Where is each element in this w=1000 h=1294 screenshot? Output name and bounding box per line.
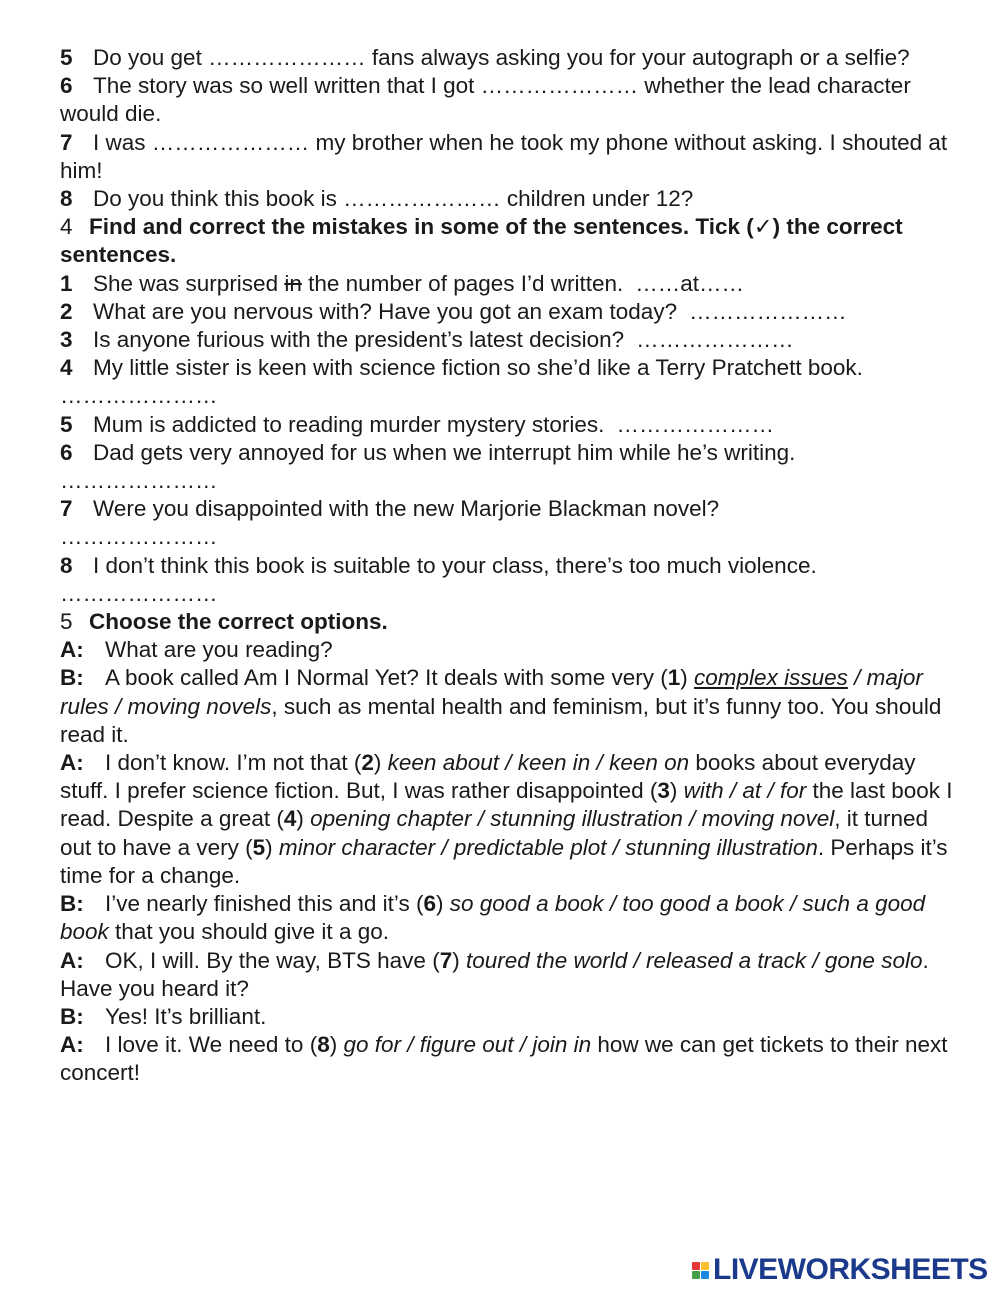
dialogue-text: how we can get tickets to their next concert! — [60, 1032, 948, 1086]
answer-blank[interactable]: ………………… — [616, 411, 774, 437]
options-text[interactable]: go for / figure out / join in — [343, 1032, 592, 1058]
dialogue-line-4 — [60, 890, 960, 946]
item-text: Do you get — [93, 45, 209, 70]
dialogue-text: A book called Am I Normal Yet? It deals with some very ( — [105, 665, 668, 691]
dialogue-text: I’ve nearly finished this and it’s ( — [105, 891, 424, 917]
dialogue-line-7 — [60, 1031, 960, 1087]
dialogue-text: ) — [436, 891, 450, 917]
gap-number: 8 — [317, 1032, 330, 1058]
item-text: I was — [93, 129, 152, 155]
logo-tile — [692, 1271, 700, 1279]
speaker-label: B: — [60, 891, 84, 917]
dialogue-text: ) — [680, 665, 695, 691]
answer-blank[interactable]: ………………… — [60, 468, 218, 494]
answer-blank[interactable]: ………………… — [151, 129, 310, 155]
ex3-item-7 — [60, 129, 960, 185]
liveworksheets-logo-icon — [692, 1262, 709, 1279]
exercise-title: Find and correct the mistakes in some of the sentences. Tick (✓) the correct sentences. — [60, 214, 903, 268]
ex4-item-4 — [60, 354, 960, 410]
item-number: 7 — [60, 129, 73, 155]
dialogue-text: books about everyday stuff. I prefer science fiction. But, I was rather disappointed ( — [60, 750, 916, 804]
options-text[interactable]: minor character / predictable plot / stunning illustration — [278, 834, 818, 860]
ex3-item-5 — [60, 44, 960, 72]
dialogue-text: Yes! It’s brilliant. — [105, 1003, 267, 1029]
item-text: Do you think this book is — [93, 186, 344, 212]
dialogue-line-3 — [60, 749, 960, 890]
ex4-item-2 — [60, 298, 960, 326]
item-number: 2 — [60, 298, 73, 324]
ex3-item-8 — [60, 185, 960, 213]
logo-tile — [701, 1262, 709, 1270]
speaker-label: A: — [60, 750, 84, 776]
dialogue-text: . Perhaps it’s time for a change. — [60, 834, 948, 888]
dialogue-text: ) — [373, 750, 388, 776]
ex4-item-3 — [60, 326, 960, 354]
exercise-title: Choose the correct options. — [89, 609, 388, 635]
item-number: 8 — [60, 186, 73, 212]
answer-blank[interactable]: ………………… — [208, 45, 366, 70]
worksheet-page — [60, 44, 960, 1088]
dialogue-text: I love it. We need to ( — [105, 1032, 318, 1058]
options-text[interactable]: with / at / for — [683, 778, 807, 804]
dialogue-line-1 — [60, 636, 960, 664]
ex4-item-8 — [60, 552, 960, 608]
options-text[interactable]: toured the world / released a track / gone solo — [465, 947, 923, 973]
options-text[interactable]: opening chapter / stunning illustration / moving novel — [310, 806, 835, 832]
logo-text: LIVEWORKSHEETS — [713, 1253, 988, 1286]
dialogue-line-6 — [60, 1003, 960, 1031]
dialogue-text: What are you reading? — [105, 637, 333, 663]
exercise-5-heading — [60, 608, 960, 636]
gap-number: 3 — [657, 778, 670, 804]
dialogue-text: that you should give it a go. — [108, 919, 389, 945]
dialogue-text: , it turned out to have a very ( — [60, 806, 929, 860]
ex4-item-6 — [60, 439, 960, 495]
dialogue-text: ) — [329, 1032, 344, 1058]
speaker-label: A: — [60, 947, 84, 973]
item-text: What are you nervous with? Have you got an exam today? — [93, 298, 678, 324]
item-text: fans always asking you for your autograph or a selfie? — [365, 45, 910, 70]
dialogue-text: ) — [669, 778, 684, 804]
gap-number: 1 — [667, 665, 681, 691]
item-text: my brother when he took my phone without asking. I shouted at him! — [60, 129, 948, 183]
item-number: 6 — [60, 73, 73, 99]
item-text: the number of pages I’d written. — [301, 270, 624, 296]
gap-number: 5 — [252, 834, 266, 860]
logo-tile — [701, 1271, 709, 1279]
exercise-4-heading — [60, 213, 960, 269]
speaker-label: A: — [60, 1032, 84, 1058]
speaker-label: A: — [60, 637, 84, 663]
item-text: Is anyone furious with the president’s latest decision? — [93, 327, 625, 353]
item-text: children under 12? — [500, 186, 694, 212]
item-number: 7 — [60, 496, 73, 522]
selected-option[interactable]: complex issues — [694, 665, 848, 691]
dialogue-text: ) — [296, 806, 311, 832]
struck-word: in — [284, 270, 302, 296]
gap-number: 4 — [283, 806, 297, 832]
dialogue-text: I don’t know. I’m not that ( — [105, 750, 362, 776]
answer-blank[interactable]: ………………… — [60, 524, 218, 550]
dialogue-text: OK, I will. By the way, BTS have ( — [105, 947, 440, 973]
dialogue-text: ) — [265, 834, 279, 860]
answer-blank[interactable]: ………………… — [636, 327, 794, 353]
dialogue-line-2 — [60, 664, 960, 749]
item-number: 3 — [60, 327, 73, 353]
exercise-number: 5 — [60, 609, 73, 635]
item-text: I don’t think this book is suitable to your class, there’s too much violence. — [93, 552, 817, 578]
item-number: 5 — [60, 45, 73, 70]
answer-blank[interactable]: ………………… — [60, 383, 218, 409]
answer-blank[interactable]: ………………… — [60, 580, 218, 606]
ex4-item-5 — [60, 411, 960, 439]
dialogue-text: ) — [452, 947, 466, 973]
dialogue-line-5 — [60, 947, 960, 1003]
item-number: 1 — [60, 270, 73, 296]
options-text[interactable]: / major rules / moving novels — [60, 665, 923, 719]
ex4-item-7 — [60, 495, 960, 551]
item-text: My little sister is keen with science fiction so she’d like a Terry Pratchett book. — [93, 355, 863, 381]
gap-number: 2 — [361, 750, 374, 776]
gap-number: 7 — [439, 947, 453, 973]
ex4-item-1 — [60, 270, 960, 298]
options-text[interactable]: keen about / keen in / keen on — [387, 750, 690, 776]
answer-blank[interactable]: ………………… — [480, 73, 639, 99]
dialogue-text: . Have you heard it? — [60, 947, 929, 1001]
dialogue-text: , such as mental health and feminism, but it’s funny too. You should read it. — [60, 693, 942, 747]
exercise-number: 4 — [60, 214, 73, 240]
item-text: whether the lead character would die. — [60, 73, 911, 127]
item-text: Were you disappointed with the new Marjorie Blackman novel? — [93, 496, 720, 522]
answer-blank[interactable]: ………………… — [689, 298, 847, 324]
dialogue-text: the last book I read. Despite a great ( — [60, 778, 953, 832]
options-text[interactable]: so good a book / too good a book / such a good book — [60, 891, 926, 945]
item-number: 5 — [60, 411, 73, 437]
example-answer: ……at…… — [635, 270, 745, 296]
item-text: She was surprised — [93, 270, 285, 296]
speaker-label: B: — [60, 1003, 84, 1029]
item-text: The story was so well written that I got — [93, 73, 481, 99]
gap-number: 6 — [423, 891, 437, 917]
item-number: 8 — [60, 552, 73, 578]
logo-tile — [692, 1262, 700, 1270]
ex3-item-6 — [60, 72, 960, 128]
liveworksheets-logo[interactable] — [692, 1254, 988, 1286]
item-text: Mum is addicted to reading murder mystery stories. — [93, 411, 605, 437]
item-number: 6 — [60, 439, 73, 465]
item-text: Dad gets very annoyed for us when we interrupt him while he’s writing. — [93, 439, 796, 465]
speaker-label: B: — [60, 665, 84, 691]
item-number: 4 — [60, 355, 73, 381]
answer-blank[interactable]: ………………… — [343, 186, 501, 212]
